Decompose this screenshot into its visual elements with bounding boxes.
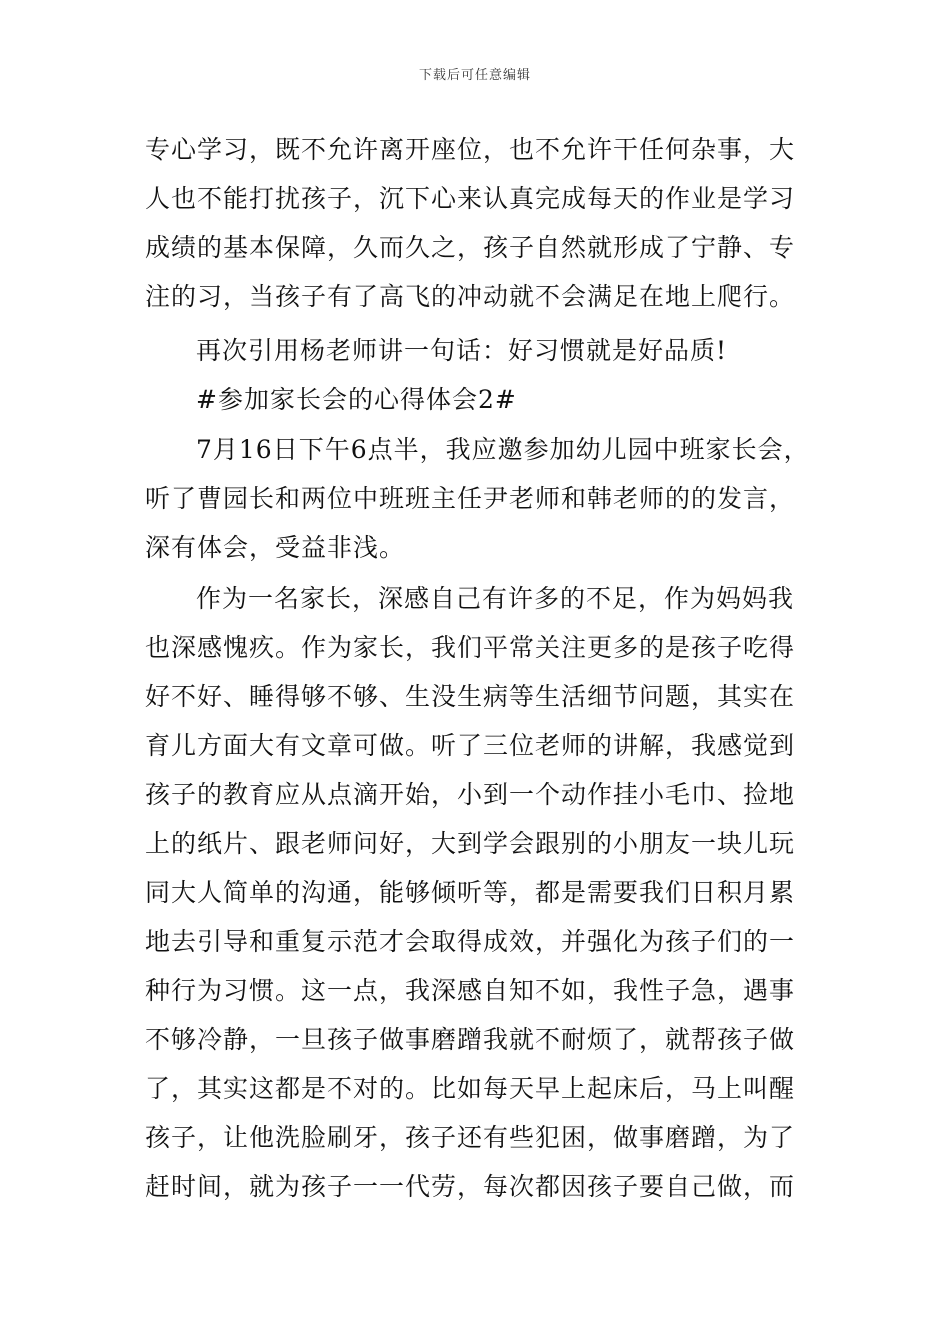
text-line: 了，其实这都是不对的。比如每天早上起床后，马上叫醒 [145,1074,796,1103]
text-line: 也深感愧疚。作为家长，我们平常关注更多的是孩子吃得 [145,633,796,662]
text-line: 听了曹园长和两位中班班主任尹老师和韩老师的的发言， [145,484,796,513]
text-line: 注的习，当孩子有了高飞的冲动就不会满足在地上爬行。 [145,282,796,311]
text-line: 好不好、睡得够不够、生没生病等生活细节问题，其实在 [145,682,796,711]
text-line: 7月16日下午6点半，我应邀参加幼儿园中班家长会， [196,435,810,464]
text-line: 种行为习惯。这一点，我深感自知不如，我性子急，遇事 [145,976,796,1005]
text-line: 作为一名家长，深感自己有许多的不足，作为妈妈我 [196,584,795,613]
page-header: 下载后可任意编辑 [418,68,531,83]
text-line: 同大人简单的沟通，能够倾听等，都是需要我们日积月累 [145,878,796,907]
text-line: 孩子，让他洗脸刷牙，孩子还有些犯困，做事磨蹭，为了 [145,1123,796,1152]
text-line: 专心学习，既不允许离开座位，也不允许干任何杂事，大 [145,135,796,164]
text-line: 成绩的基本保障，久而久之，孩子自然就形成了宁静、专 [145,233,796,262]
text-line: 深有体会，受益非浅。 [145,533,406,562]
text-line: 孩子的教育应从点滴开始，小到一个动作挂小毛巾、捡地 [145,780,796,809]
text-line: 赶时间，就为孩子一一代劳，每次都因孩子要自己做，而 [145,1172,796,1201]
text-line: 地去引导和重复示范才会取得成效，并强化为孩子们的一 [145,927,796,956]
quote-line: 再次引用杨老师讲一句话：好习惯就是好品质! [196,336,728,365]
text-line: 不够冷静，一旦孩子做事磨蹭我就不耐烦了，就帮孩子做 [145,1025,796,1054]
text-line: 育儿方面大有文章可做。听了三位老师的讲解，我感觉到 [145,731,796,760]
text-line: 上的纸片、跟老师问好，大到学会跟别的小朋友一块儿玩 [145,829,796,858]
text-line: 人也不能打扰孩子，沉下心来认真完成每天的作业是学习 [145,184,796,213]
section-heading: #参加家长会的心得体会2# [196,385,517,414]
